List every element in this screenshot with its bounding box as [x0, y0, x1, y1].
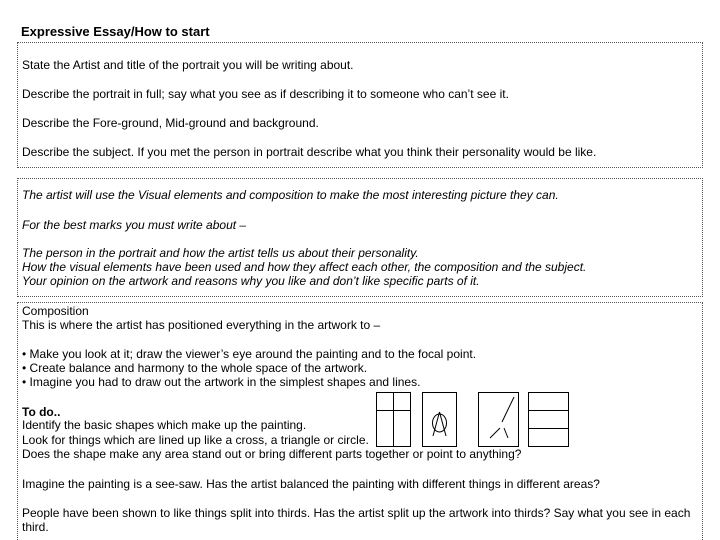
composition-box: [17, 302, 703, 540]
composition-intro: This is where the artist has positioned everything in the artwork to –: [22, 318, 381, 332]
composition-bullet: • Imagine you had to draw out the artwork in the simplest shapes and lines.: [22, 375, 421, 389]
todo-line: Look for things which are lined up like a cross, a triangle or circle.: [22, 433, 369, 447]
composition-bullet: • Create balance and harmony to the whole space of the artwork.: [22, 361, 368, 375]
todo-line: Identify the basic shapes which make up the painting.: [22, 418, 307, 432]
marks-point: Your opinion on the artwork and reasons why you like and don’t like specific parts of it.: [22, 274, 480, 288]
thirds-sketch-icon: [528, 392, 572, 448]
instruction-line: Describe the subject. If you met the person in portrait describe what you think their personality would be like.: [22, 145, 597, 159]
marks-heading: For the best marks you must write about –: [22, 218, 247, 232]
composition-bullet: • Make you look at it; draw the viewer’s eye around the painting and to the focal point.: [22, 347, 477, 361]
instruction-line: State the Artist and title of the portrait you will be writing about.: [22, 58, 354, 72]
marks-box: [17, 178, 703, 297]
triangle-circle-sketch-icon: [422, 392, 462, 448]
marks-point: The person in the portrait and how the artist tells us about their personality.: [22, 246, 419, 260]
marks-intro: The artist will use the Visual elements and composition to make the most interesting picture they can.: [22, 188, 559, 202]
diagonal-sketch-icon: [478, 392, 522, 448]
instruction-line: Describe the Fore-ground, Mid-ground and background.: [22, 116, 319, 130]
page-title: Expressive Essay/How to start: [21, 24, 210, 39]
seesaw-question: Imagine the painting is a see-saw. Has the artist balanced the painting with different things in different areas?: [22, 477, 600, 491]
thirds-question: People have been shown to like things split into thirds. Has the artist split up the artwork into thirds? Say what you see in each: [22, 506, 691, 520]
thirds-question-end: third.: [22, 520, 49, 534]
marks-point: How the visual elements have been used and how they affect each other, the composition and the subject.: [22, 260, 587, 274]
instruction-line: Describe the portrait in full; say what you see as if describing it to someone who can’t see it.: [22, 87, 509, 101]
cross-sketch-icon: [376, 392, 416, 448]
todo-line: Does the shape make any area stand out or bring different parts together or point to anything?: [22, 447, 522, 461]
todo-heading: To do..: [22, 405, 61, 419]
starting-points-box: [17, 42, 703, 168]
composition-heading: Composition: [22, 304, 89, 318]
